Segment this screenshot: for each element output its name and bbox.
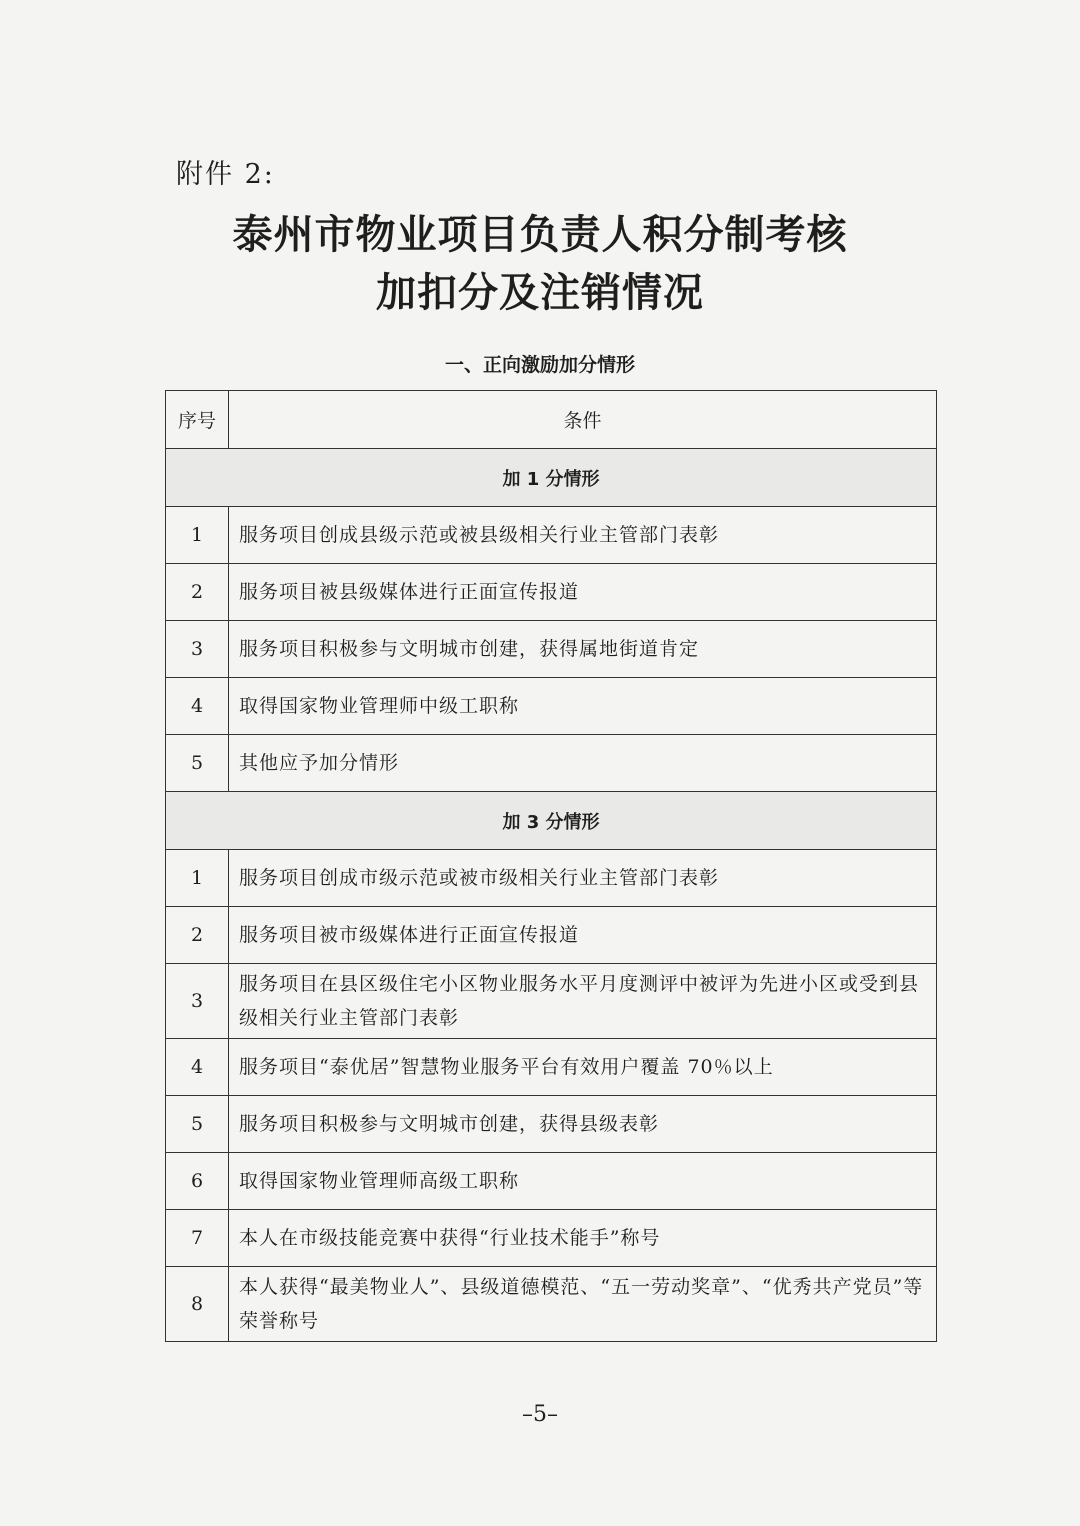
row-number: 5 bbox=[166, 735, 229, 792]
table-row bbox=[166, 850, 937, 907]
row-condition: 本人在市级技能竞赛中获得“行业技术能手”称号 bbox=[229, 1210, 937, 1267]
table-header-row bbox=[166, 391, 937, 449]
table-row bbox=[166, 964, 937, 1039]
row-number: 2 bbox=[166, 907, 229, 964]
title-line-1: 泰州市物业项目负责人积分制考核 bbox=[232, 212, 848, 258]
table-row bbox=[166, 1210, 937, 1267]
row-condition: 取得国家物业管理师中级工职称 bbox=[229, 678, 937, 735]
title-line-2: 加扣分及注销情况 bbox=[376, 270, 704, 316]
row-condition: 本人获得“最美物业人”、县级道德模范、“五一劳动奖章”、“优秀共产党员”等荣誉称号 bbox=[229, 1267, 937, 1342]
table-row bbox=[166, 507, 937, 564]
table-row bbox=[166, 621, 937, 678]
table-row bbox=[166, 1153, 937, 1210]
row-number: 1 bbox=[166, 507, 229, 564]
row-number: 8 bbox=[166, 1267, 229, 1342]
row-number: 4 bbox=[166, 678, 229, 735]
group-label: 加 1 分情形 bbox=[166, 449, 937, 507]
column-header-number: 序号 bbox=[166, 391, 229, 449]
section-heading: 一、正向激励加分情形 bbox=[444, 354, 635, 376]
table-row bbox=[166, 1267, 937, 1342]
row-condition: 服务项目创成县级示范或被县级相关行业主管部门表彰 bbox=[229, 507, 937, 564]
row-condition: 取得国家物业管理师高级工职称 bbox=[229, 1153, 937, 1210]
row-number: 4 bbox=[166, 1039, 229, 1096]
column-header-condition: 条件 bbox=[229, 391, 937, 449]
table-row bbox=[166, 735, 937, 792]
row-number: 7 bbox=[166, 1210, 229, 1267]
group-row bbox=[166, 792, 937, 850]
row-number: 2 bbox=[166, 564, 229, 621]
table-row bbox=[166, 678, 937, 735]
document-title bbox=[0, 206, 1080, 322]
row-number: 6 bbox=[166, 1153, 229, 1210]
page-number: –5– bbox=[522, 1402, 558, 1427]
table-row bbox=[166, 1096, 937, 1153]
row-number: 3 bbox=[166, 964, 229, 1039]
group-row bbox=[166, 449, 937, 507]
row-condition: 服务项目创成市级示范或被市级相关行业主管部门表彰 bbox=[229, 850, 937, 907]
table-row bbox=[166, 564, 937, 621]
row-condition: 服务项目“泰优居”智慧物业服务平台有效用户覆盖 70％以上 bbox=[229, 1039, 937, 1096]
row-condition: 服务项目在县区级住宅小区物业服务水平月度测评中被评为先进小区或受到县级相关行业主管部门表彰 bbox=[229, 964, 937, 1039]
table-row bbox=[166, 1039, 937, 1096]
criteria-table bbox=[165, 390, 937, 1342]
group-label: 加 3 分情形 bbox=[166, 792, 937, 850]
row-number: 5 bbox=[166, 1096, 229, 1153]
row-number: 1 bbox=[166, 850, 229, 907]
row-condition: 服务项目被县级媒体进行正面宣传报道 bbox=[229, 564, 937, 621]
attachment-label: 附件 2: bbox=[176, 159, 275, 190]
row-number: 3 bbox=[166, 621, 229, 678]
row-condition: 服务项目被市级媒体进行正面宣传报道 bbox=[229, 907, 937, 964]
table-row bbox=[166, 907, 937, 964]
row-condition: 服务项目积极参与文明城市创建，获得属地街道肯定 bbox=[229, 621, 937, 678]
row-condition: 其他应予加分情形 bbox=[229, 735, 937, 792]
row-condition: 服务项目积极参与文明城市创建，获得县级表彰 bbox=[229, 1096, 937, 1153]
